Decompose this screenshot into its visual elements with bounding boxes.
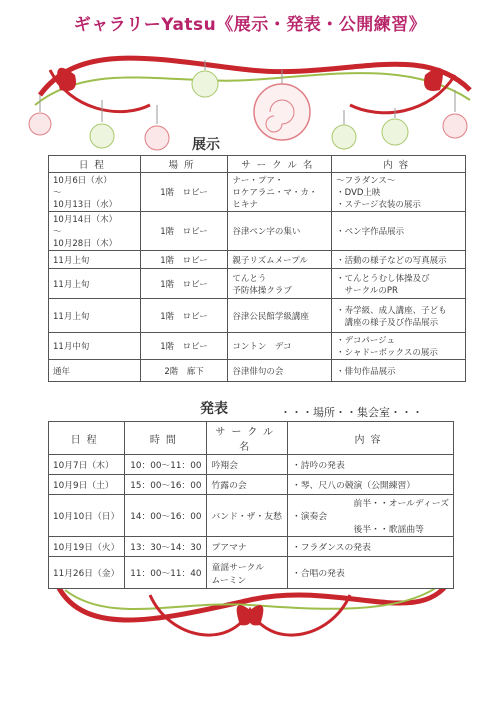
header-content: 内容 — [332, 156, 466, 173]
content-cell — [287, 495, 453, 537]
date-cell-line: 11月上旬 — [53, 279, 90, 290]
time-cell — [125, 475, 207, 495]
content-cell-line: ・てんとうむし体操及び — [336, 273, 430, 284]
circle-cell-line: ムーミン — [211, 575, 247, 586]
time-cell-line: 14：00〜16：00 — [130, 512, 202, 522]
date-cell — [49, 475, 125, 495]
table-row — [49, 269, 466, 299]
circle-cell-line: 谷津俳句の会 — [232, 366, 284, 377]
exhibition-table — [48, 155, 466, 382]
circle-cell — [228, 251, 332, 269]
circle-cell-line: バンド・ザ・友愁 — [211, 512, 282, 522]
content-cell-line: 〜フラダンス〜 — [336, 176, 396, 186]
table-row — [49, 455, 454, 475]
place-cell — [140, 269, 228, 299]
table-row — [49, 212, 466, 251]
content-cell — [287, 475, 453, 495]
table-row — [49, 475, 454, 495]
content-cell — [332, 333, 466, 360]
circle-cell — [228, 212, 332, 251]
circle-cell-line: 予防体操クラブ — [232, 285, 292, 296]
content-cell-line: サークルのPR — [336, 285, 398, 296]
circle-cell-line: コントン デコ — [232, 342, 292, 352]
circle-cell — [207, 475, 287, 495]
time-cell-line: 10：00〜11：00 — [130, 461, 202, 471]
circle-cell — [228, 333, 332, 360]
date-cell-line: 10月6日（水） — [53, 176, 112, 186]
circle-cell-line: 谷津ペン字の集い — [232, 227, 301, 237]
date-cell-line: 通年 — [53, 366, 71, 377]
content-cell-line: ・俳句作品展示 — [336, 366, 396, 377]
place-cell-line: 1階 ロビー — [160, 342, 208, 352]
content-cell-line: 講座の様子及び作品展示 — [336, 317, 439, 328]
table-row — [49, 557, 454, 589]
date-cell-line: 11月中旬 — [53, 342, 90, 352]
header-circle: サークル名 — [228, 156, 332, 173]
place-cell-line: 1階 ロビー — [160, 311, 208, 322]
date-cell — [49, 251, 141, 269]
place-cell-line: 1階 ロビー — [160, 188, 208, 198]
date-cell-line: 〜 — [53, 188, 62, 198]
content-cell-line: ・琴、尺八の競演（公開練習） — [291, 481, 416, 491]
table-row — [49, 299, 466, 333]
content-cell-line: 後半・・歌謡曲等 — [291, 525, 424, 535]
content-cell — [332, 212, 466, 251]
circle-cell-line: 親子リズムメープル — [232, 255, 308, 266]
content-cell-line: ・DVD上映 — [336, 188, 381, 198]
circle-cell — [207, 495, 287, 537]
table-row — [49, 251, 466, 269]
circle-cell-line: プアマナ — [211, 543, 247, 553]
circle-cell — [207, 557, 287, 589]
content-cell-line: ・合唱の発表 — [291, 569, 345, 579]
time-cell-line: 13：30〜14：30 — [130, 543, 202, 553]
date-cell-line: 10月9日（土） — [53, 481, 114, 491]
exhibition-heading: 展示 — [192, 137, 220, 153]
ornament-icon — [29, 60, 467, 150]
circle-cell — [207, 455, 287, 475]
place-cell — [140, 333, 228, 360]
circle-cell-line: 童謡サークル — [211, 562, 265, 573]
place-cell-line: 1階 ロビー — [160, 227, 208, 237]
presentation-table — [48, 421, 454, 589]
circle-cell — [228, 173, 332, 212]
circle-cell-line: 竹露の会 — [211, 481, 247, 491]
place-cell — [140, 173, 228, 212]
presentation-heading: 発表 — [200, 401, 228, 417]
date-cell — [49, 495, 125, 537]
page-title: ギャラリーYatsu《展示・発表・公開練習》 — [73, 15, 427, 35]
date-cell-line: 11月上旬 — [53, 311, 90, 322]
place-cell-line: 2階 廊下 — [164, 366, 204, 377]
header-circle: サークル名 — [207, 422, 287, 455]
content-cell — [332, 269, 466, 299]
content-cell-line: ・シャドーボックスの展示 — [336, 348, 438, 358]
content-cell — [332, 360, 466, 382]
place-cell — [140, 299, 228, 333]
place-cell-line: 1階 ロビー — [160, 279, 208, 290]
content-cell-line: 前半・・オールディーズ — [291, 499, 449, 509]
date-cell — [49, 537, 125, 557]
header-content: 内容 — [287, 422, 453, 455]
content-cell-line: ・フラダンスの発表 — [291, 543, 371, 553]
date-cell-line: 10月10日（日） — [53, 512, 120, 522]
header-time: 時間 — [125, 422, 207, 455]
date-cell-line: 10月13日（水） — [53, 200, 118, 210]
date-cell — [49, 269, 141, 299]
date-cell — [49, 212, 141, 251]
circle-cell-line: ロケアラニ・マ・カ・ — [232, 188, 318, 198]
time-cell — [125, 495, 207, 537]
header-place: 場所 — [140, 156, 228, 173]
circle-cell — [228, 360, 332, 382]
table-header-row — [49, 422, 454, 455]
circle-cell — [207, 537, 287, 557]
date-cell — [49, 557, 125, 589]
place-cell — [140, 360, 228, 382]
place-cell-line: 1階 ロビー — [160, 255, 208, 266]
circle-cell-line: 谷津公民館学級講座 — [232, 311, 309, 322]
time-cell — [125, 537, 207, 557]
content-cell-line: ・活動の様子などの写真展示 — [336, 255, 447, 266]
time-cell — [125, 455, 207, 475]
table-header-row — [49, 156, 466, 173]
date-cell-line: 11月上旬 — [53, 255, 90, 266]
table-row — [49, 333, 466, 360]
content-cell — [332, 299, 466, 333]
date-cell-line: 10月14日（木） — [53, 215, 118, 225]
date-cell-line: 10月28日（木） — [53, 239, 118, 249]
time-cell — [125, 557, 207, 589]
circle-cell — [228, 299, 332, 333]
place-cell — [140, 251, 228, 269]
table-row — [49, 537, 454, 557]
time-cell-line: 15：00〜16：00 — [130, 481, 202, 491]
date-cell-line: 10月19日（火） — [53, 543, 120, 553]
date-cell-line: 10月7日（木） — [53, 461, 114, 471]
date-cell-line: 11月26日（金） — [53, 569, 120, 579]
content-cell — [332, 251, 466, 269]
content-cell-line: ・演奏会 — [291, 512, 328, 522]
table-row — [49, 360, 466, 382]
circle-cell-line: てんとう — [232, 273, 267, 284]
time-cell-line: 11：00〜11：40 — [130, 569, 202, 579]
content-cell — [287, 557, 453, 589]
content-cell-line: ・ステージ衣装の展示 — [336, 200, 421, 210]
content-cell — [287, 455, 453, 475]
content-cell-line: ・詩吟の発表 — [291, 461, 345, 471]
table-row — [49, 495, 454, 537]
date-cell — [49, 455, 125, 475]
content-cell-line: ・寿学級、成人講座、子ども — [336, 305, 447, 316]
venue-note: ・・・場所・・集会室・・・ — [280, 406, 423, 419]
content-cell-line: ・デコパージュ — [336, 336, 395, 346]
circle-cell-line: ナー・プア・ — [232, 176, 284, 186]
date-cell — [49, 299, 141, 333]
date-cell — [49, 173, 141, 212]
header-date: 日程 — [49, 422, 125, 455]
content-cell — [332, 173, 466, 212]
header-date: 日程 — [49, 156, 141, 173]
date-cell — [49, 333, 141, 360]
date-cell — [49, 360, 141, 382]
circle-cell — [228, 269, 332, 299]
place-cell — [140, 212, 228, 251]
circle-cell-line: 吟翔会 — [211, 461, 238, 471]
content-cell — [287, 537, 453, 557]
circle-cell-line: ヒキナ — [232, 200, 258, 210]
table-row — [49, 173, 466, 212]
content-cell-line: ・ペン字作品展示 — [336, 227, 405, 237]
date-cell-line: 〜 — [53, 227, 62, 237]
